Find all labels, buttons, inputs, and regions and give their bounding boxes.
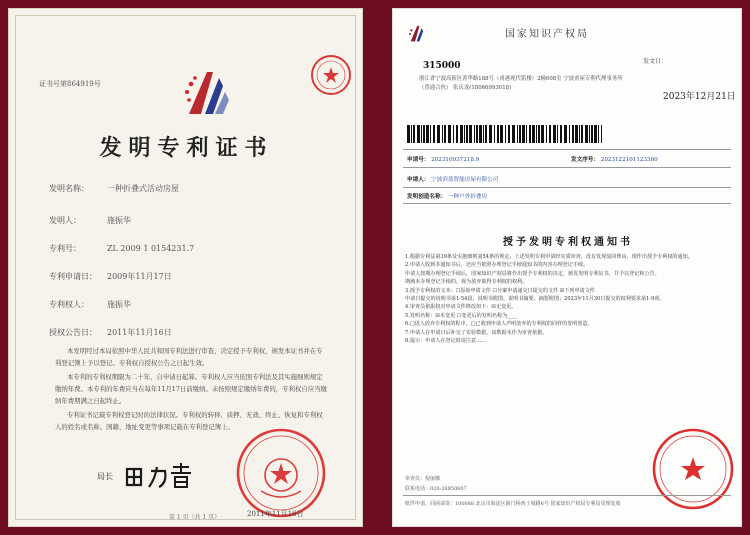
notice-item: 1.根据专利法第39条及实施细则第54条的规定，上述发明专利申请经实质审查，没有发现驳回理由，现作出授予专利权的通知。: [405, 254, 693, 260]
field-invention-name: 发明名称： 一种折叠式活动房屋: [49, 184, 179, 193]
notice-item: 6.□进入放弃专利权的程序。□已收到申请人声明放弃的专利权的同样的发明创造。: [405, 321, 593, 328]
cnipa-logo-icon: [179, 64, 239, 124]
divider: [403, 187, 731, 188]
field-patentee: 专利权人： 施振华: [49, 300, 131, 309]
field-grant-date: 授权公告日： 2011年11月16日: [49, 328, 172, 337]
issue-date: 2011年11月16日: [247, 510, 304, 518]
serial-number: 发文序号： 2023122101123360: [571, 157, 658, 163]
examination-center-seal-icon: [651, 427, 735, 511]
divider: [403, 203, 731, 204]
send-date: 2023年12月21日: [663, 92, 736, 102]
divider: [403, 495, 731, 496]
footer-note: 纸件申请，回函请寄：100088 北京市海淀区蓟门桥西土城路6号 国家知识产权局专利局受理处收: [405, 501, 621, 507]
barcode-icon: [407, 125, 602, 143]
recipient-address: 浙江省宁波高新区菁华路188号（甬港现代铭楼）2幢608室 宁波甬屋专利代理事务所（普通合伙） 张庆龙(18066993018): [419, 76, 623, 91]
certificate-title: 发明专利证书: [99, 135, 274, 161]
field-application-date: 专利申请日： 2009年11月17日: [49, 272, 172, 281]
notice-item: 2.申请人收到本通知书后，还应当依照办理登记手续通知书的内容办理登记手续。: [405, 262, 589, 269]
certificate-paragraph: 专利证书记载专利权登记时的法律状况。专利权的转移、质押、无效、终止、恢复和专利权人的姓名或名称、国籍、地址变更等事项记载在专利登记簿上。: [55, 411, 323, 431]
director-label: 局长: [97, 472, 113, 481]
grant-notice: [392, 8, 742, 527]
notice-item: 5.发明名称：☒未变更 ☐变更后的发明名称为____: [405, 312, 518, 319]
notice-body: [405, 253, 731, 345]
office-name: 国家知识产权局: [505, 29, 589, 40]
invention-title: 发明创造名称： 一种户外折叠房: [407, 194, 488, 200]
notice-item: 8.提示：申请人在登记时请注意……: [405, 338, 487, 345]
send-date-label: 发文日：: [643, 58, 668, 65]
examiner: 审查员：倪丽娜: [405, 476, 441, 482]
application-number: 申请号： 202310937218.9: [407, 157, 480, 163]
applicant: 申请人： 宁波滨蓝智能房屋有限公司: [407, 177, 499, 183]
agency-seal-icon: [309, 53, 353, 97]
page-marker: 第 1 页（共 1 页）: [169, 514, 221, 521]
notice-item: 申请人按期办理登记手续后，国家知识产权局将作出授予专利权的决定，颁发发明专利证书，并予以登记和公告。: [405, 270, 660, 277]
notice-item: 期满未办理登记手续的，视为放弃取得专利权的权利。: [405, 279, 528, 286]
patent-certificate: [8, 8, 363, 527]
contact-phone: 联系电话：020-28950607: [405, 486, 467, 492]
divider: [403, 167, 731, 168]
certificate-paragraph: 本专利的专利权期限为二十年，自申请日起算。专利权人应当依照专利法及其实施细则规定缴纳年费。本专利的年费应当在每年11月17日前缴纳。未按照规定缴纳年费的，专利权自应当缴纳年费期满之日起终止。: [55, 373, 327, 405]
cnipa-logo-icon: [407, 23, 429, 45]
postcode: 315000: [423, 61, 461, 71]
field-patent-number: 专利号： ZL 2009 1 0154231.7: [49, 244, 195, 253]
field-inventor: 发明人： 施振华: [49, 216, 131, 225]
certificate-number: 证书号第864919号: [39, 80, 101, 88]
notice-item: 7.申请人在申请日后补交了实验数据，该数据未作为审查依据。: [405, 329, 548, 336]
notice-item: 3.授予专利权的文本：☐原始申请文件 ☐分案申请递交日提交的文件 ☒下列申请文件: [405, 287, 595, 294]
notice-item: 4.审查员依职权对申请文件修改如下：☒无变更。: [405, 304, 517, 311]
divider: [403, 149, 731, 150]
cnipa-official-seal-icon: [235, 427, 327, 519]
notice-item: 申请日提交的说明书第1-54段、说明书附图、说明书摘要、摘要附图；2023年11月30日提交的权利要求第1-9项。: [405, 296, 665, 303]
director-signature-icon: [119, 461, 199, 491]
certificate-paragraph: 本发明经过本局依照中华人民共和国专利法进行审查，决定授予专利权，颁发本证书并在专利登记簿上予以登记。专利权自授权公告之日起生效。: [55, 347, 323, 367]
notice-title: 授予发明专利权通知书: [503, 237, 633, 248]
